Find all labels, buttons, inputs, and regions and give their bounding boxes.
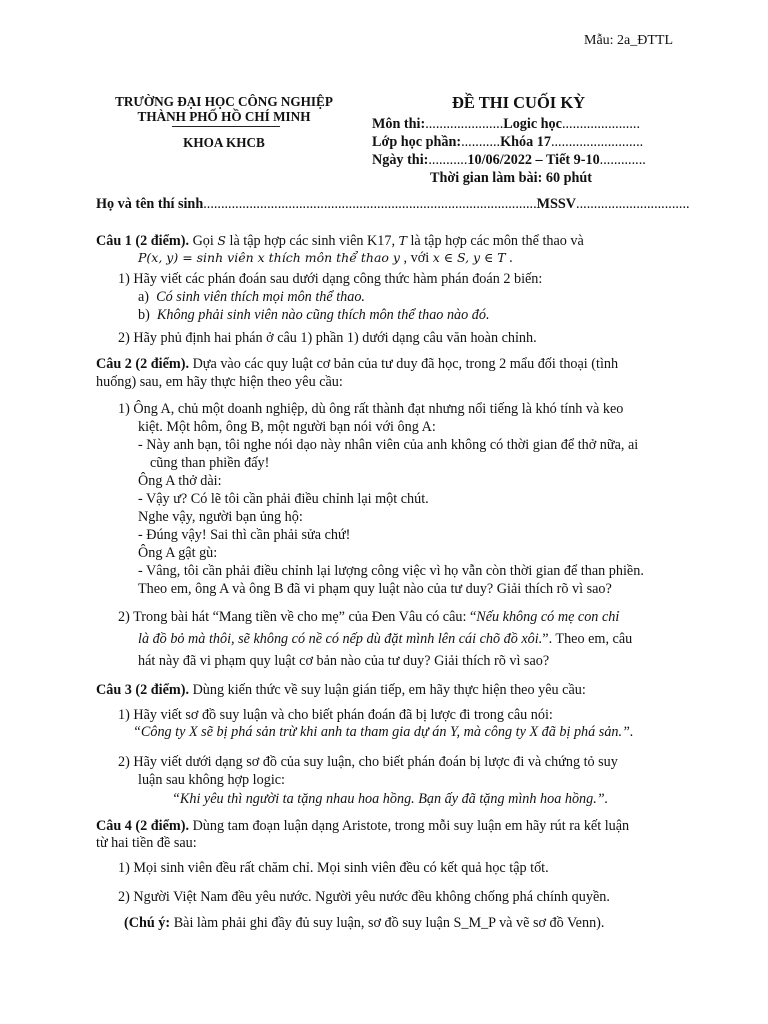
q2-item1-line2: kiệt. Một hôm, ông B, một người bạn nói với ông A: [138, 419, 436, 435]
q1-text-2: là tập hợp các sinh viên K17, [225, 233, 399, 249]
q1-a-text: Có sinh viên thích mọi môn thể thao. [156, 289, 365, 305]
q1-item-2: 2) Hãy phủ định hai phán ở câu 1) phần 1) dưới dạng câu văn hoàn chỉnh. [118, 330, 537, 346]
school-name-line2: THÀNH PHỐ HỒ CHÍ MINH [137, 109, 311, 124]
q2-item2-text-a: 2) Trong bài hát “Mang tiền về cho mẹ” của Đen Vâu có câu: “ [118, 609, 477, 625]
student-name-field: .............................................................................................. [203, 196, 537, 212]
q4-intro-line1 [96, 817, 629, 835]
student-id-label: MSSV [536, 196, 577, 212]
q4-note-text: Bài làm phải ghi đầy đủ suy luận, sơ đồ suy luận S_M_P và vẽ sơ đồ Venn). [170, 915, 605, 931]
q2-dialog-6: Ông A gật gù: [138, 545, 218, 561]
q1-item-1a [138, 288, 365, 306]
q1-b-label: b) [138, 307, 150, 323]
q2-item2-lyric-b: là đồ bỏ mà thôi, sẽ không có nề có nếp dù đặt mình lên cái chõ đồ xôi. [138, 631, 543, 647]
date-value: 10/06/2022 – Tiết 9-10 [467, 152, 600, 168]
q2-item2-line1 [118, 608, 619, 626]
q4-intro-line2: từ hai tiền đề sau: [96, 835, 197, 851]
q3-item-1: 1) Hãy viết sơ đồ suy luận và cho biết phán đoán đã bị lược đi trong câu nói: [118, 707, 553, 723]
q2-dialog-4: Nghe vậy, người bạn ủng hộ: [138, 509, 303, 525]
q3-intro [96, 681, 586, 699]
q4-note-open: ( [124, 915, 129, 931]
q2-intro-line2: huống) sau, em hãy thực hiện theo yêu cầu: [96, 374, 343, 390]
q1-set-t: T [398, 233, 407, 248]
school-underline [172, 126, 280, 127]
template-code: Mẫu: 2a_ĐTTL [584, 33, 674, 48]
q2-item1-question: Theo em, ông A và ông B đã vi phạm quy luật nào của tư duy? Giải thích rõ vì sao? [138, 581, 612, 597]
q1-item-1b [138, 306, 490, 324]
class-dots: ........... [461, 134, 501, 150]
class-label: Lớp học phần: [372, 134, 462, 150]
q1-heading: Câu 1 (2 điểm). [96, 233, 190, 249]
exam-date-row [372, 151, 646, 169]
exam-class-row [372, 133, 643, 151]
q2-dialog-2: Ông A thở dài: [138, 473, 222, 489]
date-label: Ngày thi: [372, 152, 429, 168]
q2-intro-line1 [96, 355, 618, 373]
q2-item2-line3: hát này đã vi phạm quy luật cơ bản nào của tư duy? Giải thích rõ vì sao? [138, 653, 550, 669]
q1-text-4: , với [399, 250, 433, 266]
q2-item2-lyric-a: Nếu không có mẹ con chỉ [476, 609, 620, 625]
q3-item2-line2: luận sau không hợp logic: [138, 772, 285, 788]
q2-intro-text: Dựa vào các quy luật cơ bản của tư duy đã học, trong 2 mẩu đối thoại (tình [189, 356, 619, 372]
q3-item2-line1: 2) Hãy viết dưới dạng sơ đồ của suy luận, cho biết phán đoán bị lược đi và chứng tỏ suy [118, 754, 618, 770]
q2-dialog-1-line2: cũng than phiền đấy! [150, 455, 270, 471]
q1-text-3: là tập hợp các môn thể thao và [406, 233, 584, 249]
school-name-line1: TRƯỜNG ĐẠI HỌC CÔNG NGHIỆP [115, 94, 333, 109]
q1-intro [96, 232, 584, 250]
q1-item-1: 1) Hãy viết các phán đoán sau dưới dạng công thức hàm phán đoán 2 biến: [118, 271, 543, 287]
subject-dots: ...................... [425, 116, 504, 132]
q2-dialog-7: - Vâng, tôi cần phải điều chỉnh lại lượng công việc vì họ vẫn còn thời gian để than phiền. [138, 563, 644, 579]
class-tail: .......................... [550, 134, 644, 150]
q3-quote-2: “Khi yêu thì người ta tặng nhau hoa hồng. Bạn ấy đã tặng mình hoa hồng.”. [172, 791, 609, 807]
q1-a-label: a) [138, 289, 150, 305]
q4-heading: Câu 4 (2 điểm). [96, 818, 190, 834]
q4-note-label: Chú ý: [128, 915, 171, 931]
q3-heading: Câu 3 (2 điểm). [96, 682, 190, 698]
faculty-name: KHOA KHCB [183, 135, 265, 150]
q3-quote-1: “Công ty X sẽ bị phá sản trừ khi anh ta tham gia dự án Y, mà công ty X đã bị phá sản.”. [133, 724, 634, 740]
q1-predicate: P(x, y) = sinh viên x thích môn thể thao y [138, 250, 400, 265]
q1-predicate-line [138, 249, 513, 267]
q4-item-2: 2) Người Việt Nam đều yêu nước. Người yêu nước đều không chống phá chính quyền. [118, 889, 610, 905]
q2-item2-text-b: ”. Theo em, câu [542, 631, 633, 647]
q2-dialog-3: - Vậy ư? Có lẽ tôi cần phải điều chỉnh lại một chút. [138, 491, 429, 507]
q1-b-text: Không phải sinh viên nào cũng thích môn thể thao nào đó. [156, 307, 490, 323]
class-value: Khóa 17 [500, 134, 551, 150]
q1-text-1: Gọi [189, 233, 218, 249]
student-info-row [96, 195, 690, 213]
subject-value: Logic học [503, 116, 562, 132]
subject-label: Môn thi: [372, 116, 426, 132]
q4-intro-text: Dùng tam đoạn luận dạng Aristote, trong mỗi suy luận em hãy rút ra kết luận [189, 818, 630, 834]
exam-duration: Thời gian làm bài: 60 phút [430, 170, 592, 186]
q1-set-s: S [217, 233, 226, 248]
q2-dialog-1-line1: - Này anh bạn, tôi nghe nói dạo này nhân viên của anh không có thời gian để thở nữa, ai [138, 437, 639, 453]
q2-item2-line2 [138, 630, 632, 648]
q4-item-1: 1) Mọi sinh viên đều rất chăm chỉ. Mọi sinh viên đều có kết quả học tập tốt. [118, 860, 549, 876]
q4-note [124, 914, 604, 932]
date-dots: ........... [428, 152, 468, 168]
student-id-field: ................................ [576, 196, 690, 212]
subject-tail: ...................... [561, 116, 640, 132]
student-name-label: Họ và tên thí sinh [96, 196, 204, 212]
q1-condition: x ∈ S, y ∈ T [432, 250, 506, 265]
q2-heading: Câu 2 (2 điểm). [96, 356, 190, 372]
q2-item1-line1: 1) Ông A, chủ một doanh nghiệp, dù ông rất thành đạt nhưng nổi tiếng là khó tính và keo [118, 401, 624, 417]
q3-intro-text: Dùng kiến thức về suy luận gián tiếp, em hãy thực hiện theo yêu cầu: [189, 682, 586, 698]
exam-title: ĐỀ THI CUỐI KỲ [452, 93, 586, 112]
date-tail: ............. [599, 152, 646, 168]
q2-dialog-5: - Đúng vậy! Sai thì cần phải sửa chứ! [138, 527, 351, 543]
exam-subject-row [372, 115, 640, 133]
q1-text-5: . [505, 250, 513, 266]
